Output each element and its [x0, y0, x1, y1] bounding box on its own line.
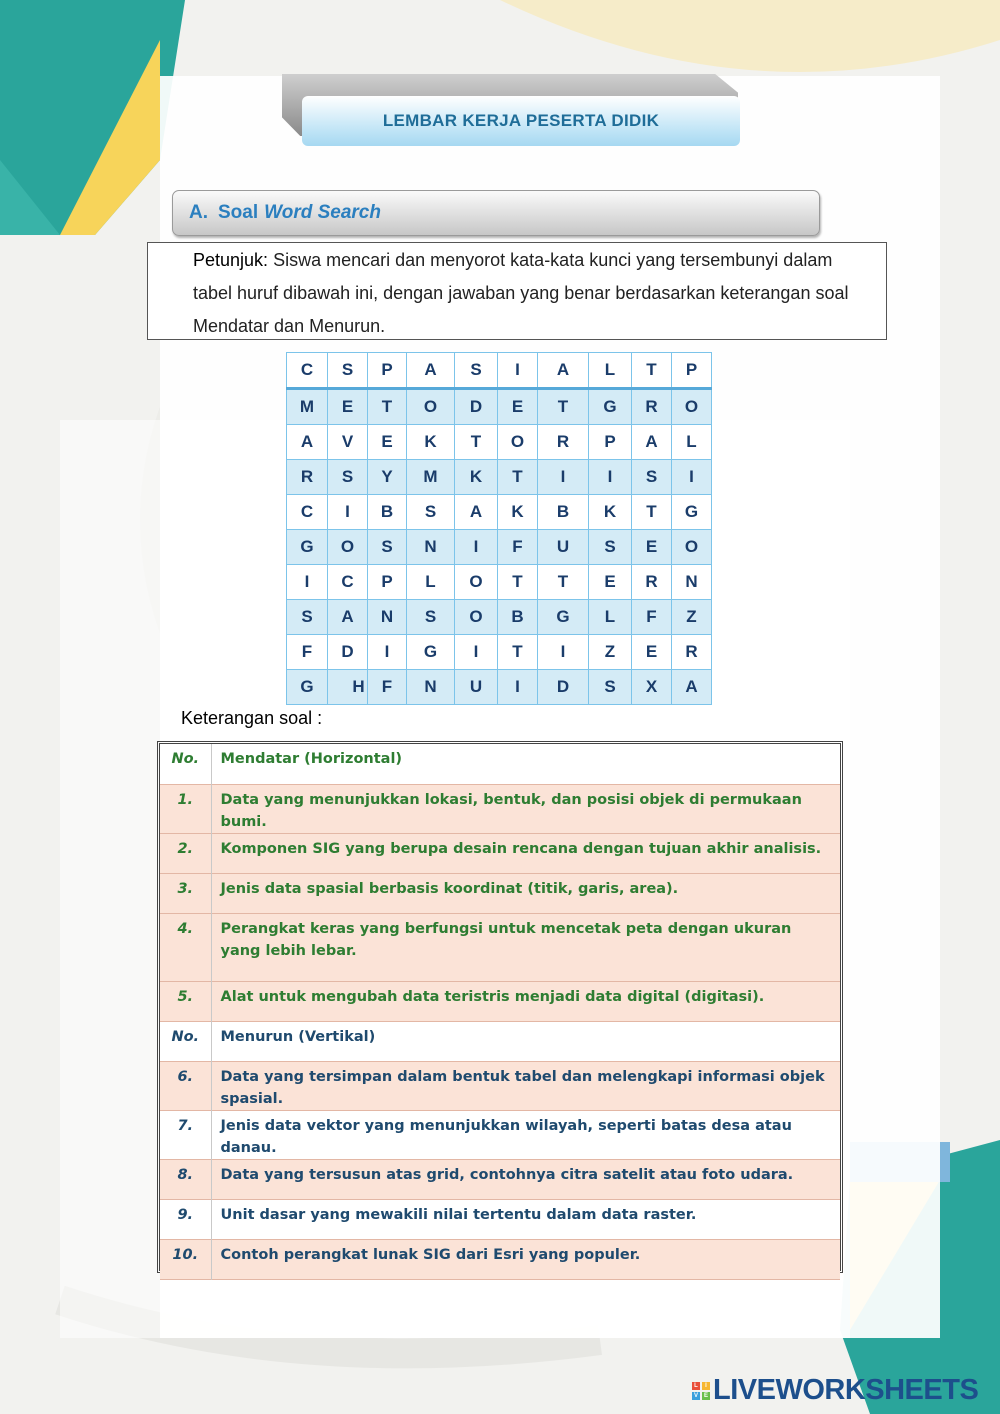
clue-header-row	[160, 1021, 840, 1061]
grid-cell[interactable]: R	[632, 389, 672, 425]
clue-text: Jenis data vektor yang menunjukkan wilayah, seperti batas desa atau danau.	[211, 1110, 840, 1159]
grid-cell[interactable]: I	[538, 460, 589, 495]
clue-number: 1.	[160, 784, 211, 833]
clue-row	[160, 913, 840, 981]
icon-tile: L	[692, 1382, 700, 1390]
grid-cell[interactable]: E	[589, 565, 632, 600]
page-title: LEMBAR KERJA PESERTA DIDIK	[302, 96, 740, 146]
grid-cell[interactable]: D	[455, 389, 498, 425]
grid-cell[interactable]: N	[407, 530, 455, 565]
grid-cell[interactable]: I	[368, 635, 407, 670]
title-banner	[282, 74, 740, 146]
grid-cell[interactable]: E	[632, 635, 672, 670]
section-label: Soal	[218, 202, 259, 223]
clue-row	[160, 1159, 840, 1199]
grid-cell[interactable]: S	[589, 530, 632, 565]
clue-header-title: Mendatar (Horizontal)	[211, 744, 840, 784]
grid-cell[interactable]: O	[672, 389, 712, 425]
instructions-text: Siswa mencari dan menyorot kata-kata kunci yang tersembunyi dalam tabel huruf dibawah ini, dengan jawaban yang benar berdasarkan keterangan soal Mendatar dan Menurun.	[193, 250, 849, 336]
grid-cell[interactable]: I	[498, 353, 538, 389]
grid-cell[interactable]: A	[407, 353, 455, 389]
grid-cell[interactable]: E	[632, 530, 672, 565]
grid-cell[interactable]: G	[287, 670, 328, 705]
grid-cell[interactable]: S	[589, 670, 632, 705]
grid-cell[interactable]: G	[407, 635, 455, 670]
grid-cell[interactable]: A	[538, 353, 589, 389]
grid-cell[interactable]: A	[632, 425, 672, 460]
grid-cell[interactable]: D	[328, 635, 368, 670]
section-heading	[172, 190, 820, 236]
grid-cell[interactable]: S	[328, 353, 368, 389]
grid-cell[interactable]: R	[538, 425, 589, 460]
clue-text: Alat untuk mengubah data teristris menjadi data digital (digitasi).	[211, 981, 840, 1021]
clue-text: Data yang tersusun atas grid, contohnya citra satelit atau foto udara.	[211, 1159, 840, 1199]
clue-number: 10.	[160, 1239, 211, 1279]
grid-cell[interactable]: O	[407, 389, 455, 425]
grid-cell[interactable]: I	[589, 460, 632, 495]
clues-table	[157, 741, 843, 1273]
clue-text: Data yang tersimpan dalam bentuk tabel dan melengkapi informasi objek spasial.	[211, 1061, 840, 1110]
grid-cell[interactable]: C	[328, 565, 368, 600]
grid-row	[287, 353, 712, 389]
grid-cell[interactable]: F	[287, 635, 328, 670]
grid-cell[interactable]: A	[287, 425, 328, 460]
grid-cell[interactable]: N	[368, 600, 407, 635]
grid-cell[interactable]: C	[287, 495, 328, 530]
grid-cell[interactable]: F	[368, 670, 407, 705]
clue-number: 6.	[160, 1061, 211, 1110]
grid-cell[interactable]: A	[328, 600, 368, 635]
grid-cell[interactable]: O	[672, 530, 712, 565]
grid-cell[interactable]: E	[328, 389, 368, 425]
grid-cell[interactable]: R	[672, 635, 712, 670]
grid-cell[interactable]: K	[407, 425, 455, 460]
grid-row	[287, 530, 712, 565]
grid-cell[interactable]: E	[498, 389, 538, 425]
grid-cell[interactable]: L	[589, 353, 632, 389]
grid-cell[interactable]: A	[672, 670, 712, 705]
grid-cell[interactable]: P	[589, 425, 632, 460]
grid-cell[interactable]: P	[368, 565, 407, 600]
grid-cell[interactable]: E	[368, 425, 407, 460]
clue-header-row	[160, 744, 840, 784]
grid-cell[interactable]: T	[455, 425, 498, 460]
grid-cell[interactable]: I	[498, 670, 538, 705]
grid-cell[interactable]: T	[538, 389, 589, 425]
grid-cell[interactable]: L	[407, 565, 455, 600]
clue-number: 4.	[160, 913, 211, 981]
clue-text: Unit dasar yang mewakili nilai tertentu dalam data raster.	[211, 1199, 840, 1239]
instructions-box	[147, 242, 887, 340]
grid-cell[interactable]: L	[589, 600, 632, 635]
grid-cell[interactable]: F	[498, 530, 538, 565]
grid-row	[287, 460, 712, 495]
grid-row	[287, 670, 712, 705]
grid-cell[interactable]: G	[287, 530, 328, 565]
grid-cell[interactable]: P	[672, 353, 712, 389]
clue-text: Jenis data spasial berbasis koordinat (titik, garis, area).	[211, 873, 840, 913]
grid-cell[interactable]: A	[455, 495, 498, 530]
grid-cell[interactable]: O	[455, 565, 498, 600]
grid-cell[interactable]: T	[632, 495, 672, 530]
grid-cell[interactable]: Z	[589, 635, 632, 670]
grid-cell[interactable]: I	[455, 530, 498, 565]
grid-cell[interactable]: T	[538, 565, 589, 600]
grid-cell[interactable]: G	[672, 495, 712, 530]
grid-cell[interactable]: B	[368, 495, 407, 530]
liveworksheets-brand: LIVEWORKSHEETS	[713, 1374, 979, 1406]
clue-number: 8.	[160, 1159, 211, 1199]
clue-header-no: No.	[160, 744, 211, 784]
grid-cell[interactable]: H	[328, 670, 368, 705]
grid-cell[interactable]: S	[632, 460, 672, 495]
grid-cell[interactable]: K	[589, 495, 632, 530]
grid-cell[interactable]: Z	[672, 600, 712, 635]
grid-cell[interactable]: U	[455, 670, 498, 705]
grid-cell[interactable]: M	[407, 460, 455, 495]
grid-cell[interactable]: R	[287, 460, 328, 495]
clue-number: 3.	[160, 873, 211, 913]
grid-row	[287, 565, 712, 600]
grid-cell[interactable]: K	[455, 460, 498, 495]
grid-cell[interactable]: G	[589, 389, 632, 425]
clue-row	[160, 981, 840, 1021]
clue-row	[160, 1110, 840, 1159]
clue-header-no: No.	[160, 1021, 211, 1061]
clue-row	[160, 784, 840, 833]
grid-row	[287, 635, 712, 670]
grid-cell[interactable]: X	[632, 670, 672, 705]
grid-cell[interactable]: F	[632, 600, 672, 635]
grid-cell[interactable]: O	[498, 425, 538, 460]
grid-cell[interactable]: N	[407, 670, 455, 705]
liveworksheets-icon	[692, 1382, 710, 1400]
clue-number: 5.	[160, 981, 211, 1021]
grid-cell[interactable]: M	[287, 389, 328, 425]
grid-cell[interactable]: S	[368, 530, 407, 565]
clue-text: Data yang menunjukkan lokasi, bentuk, dan posisi objek di permukaan bumi.	[211, 784, 840, 833]
grid-cell[interactable]: V	[328, 425, 368, 460]
grid-cell[interactable]: I	[287, 565, 328, 600]
grid-cell[interactable]: U	[538, 530, 589, 565]
grid-cell[interactable]: I	[538, 635, 589, 670]
instructions-lead: Petunjuk:	[193, 250, 269, 270]
clue-row	[160, 1061, 840, 1110]
grid-cell[interactable]: T	[498, 565, 538, 600]
grid-cell[interactable]: L	[672, 425, 712, 460]
grid-cell[interactable]: T	[498, 635, 538, 670]
grid-row	[287, 389, 712, 425]
grid-cell[interactable]: S	[287, 600, 328, 635]
clue-header-title: Menurun (Vertikal)	[211, 1021, 840, 1061]
clue-row	[160, 833, 840, 873]
grid-cell[interactable]: C	[287, 353, 328, 389]
grid-cell[interactable]: G	[538, 600, 589, 635]
section-label-italic: Word Search	[264, 202, 381, 223]
grid-cell[interactable]: S	[328, 460, 368, 495]
clue-text: Komponen SIG yang berupa desain rencana dengan tujuan akhir analisis.	[211, 833, 840, 873]
grid-cell[interactable]: D	[538, 670, 589, 705]
clue-row	[160, 1239, 840, 1279]
grid-row	[287, 600, 712, 635]
grid-cell[interactable]: S	[407, 600, 455, 635]
icon-tile: I	[702, 1382, 710, 1390]
grid-cell[interactable]: P	[368, 353, 407, 389]
grid-cell[interactable]: I	[672, 460, 712, 495]
grid-cell[interactable]: I	[455, 635, 498, 670]
grid-cell[interactable]: O	[455, 600, 498, 635]
icon-tile: V	[693, 1392, 698, 1399]
section-letter: A.	[189, 202, 208, 223]
icon-tile: E	[703, 1392, 708, 1399]
grid-cell[interactable]: K	[498, 495, 538, 530]
grid-cell[interactable]: N	[672, 565, 712, 600]
grid-cell[interactable]: I	[328, 495, 368, 530]
grid-cell[interactable]: R	[632, 565, 672, 600]
grid-cell[interactable]: O	[328, 530, 368, 565]
grid-cell[interactable]: T	[498, 460, 538, 495]
grid-cell[interactable]: T	[632, 353, 672, 389]
grid-cell[interactable]: Y	[368, 460, 407, 495]
grid-row	[287, 495, 712, 530]
grid-cell[interactable]: B	[498, 600, 538, 635]
grid-row	[287, 425, 712, 460]
clue-row	[160, 873, 840, 913]
clue-text: Perangkat keras yang berfungsi untuk mencetak peta dengan ukuran yang lebih lebar.	[211, 913, 840, 981]
clue-number: 2.	[160, 833, 211, 873]
word-search-grid	[286, 352, 712, 705]
grid-cell[interactable]: B	[538, 495, 589, 530]
clue-number: 9.	[160, 1199, 211, 1239]
keterangan-label: Keterangan soal :	[181, 708, 323, 728]
clue-row	[160, 1199, 840, 1239]
clue-number: 7.	[160, 1110, 211, 1159]
liveworksheets-logo[interactable]	[692, 1374, 978, 1407]
grid-cell[interactable]: S	[407, 495, 455, 530]
grid-cell[interactable]: S	[455, 353, 498, 389]
clue-text: Contoh perangkat lunak SIG dari Esri yang populer.	[211, 1239, 840, 1279]
grid-cell[interactable]: T	[368, 389, 407, 425]
